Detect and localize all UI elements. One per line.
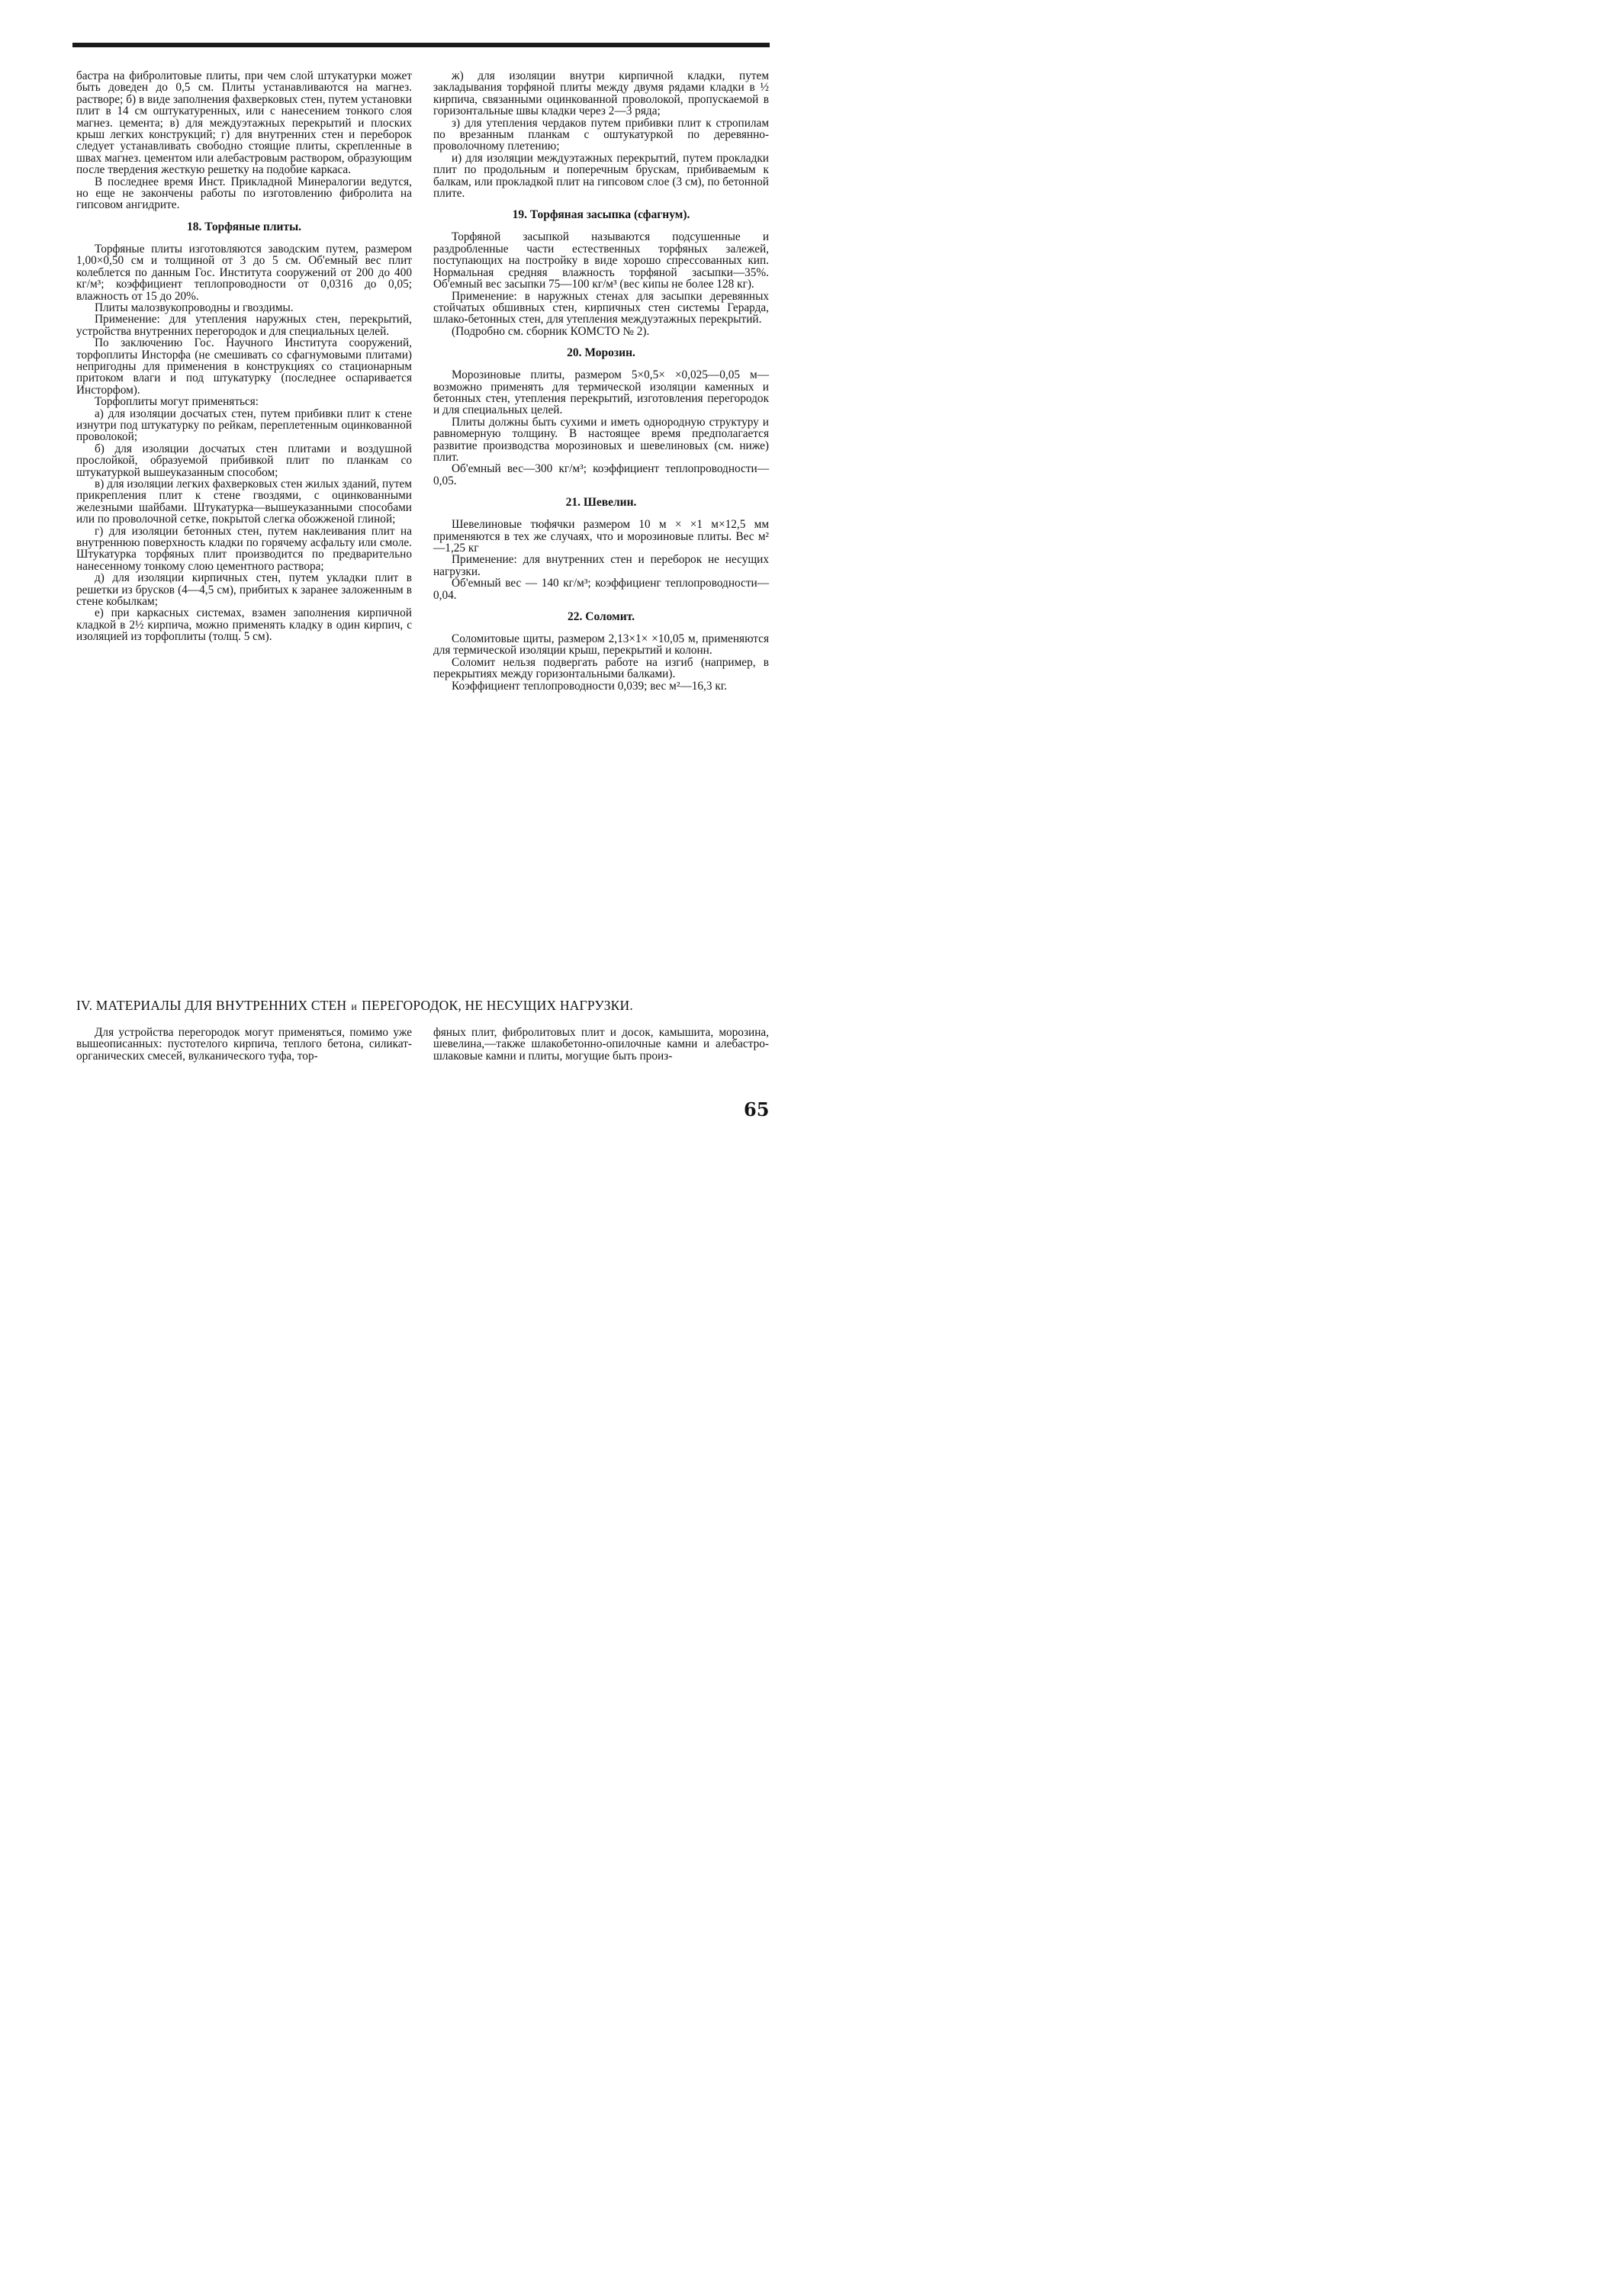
paragraph: Применение: в наружных стенах для засыпки деревянных стойчатых обшивных стен, кирпичных стен системы Герарда, шлако-бетонных стен, для утепления междуэтажных перекрытий. xyxy=(433,289,769,326)
paragraph: г) для изоляции бетонных стен, путем наклеивания плит на внутреннюю поверхность кладки по горячему асфальту или смоле. Штукатурка торфяных плит производится по предварительно нанесенному тонкому слою цементного раствора; xyxy=(76,524,412,573)
paragraph: б) для изоляции досчатых стен плитами и воздушной прослойкой, образуемой прибивкой плит по планкам со штукатуркой вышеуказанным способом; xyxy=(76,442,412,479)
paragraph: По заключению Гос. Научного Института сооружений, торфоплиты Инсторфа (не смешивать со сфагнумовыми плитами) непригодны для применения в конструкциях со стационарным притоком влаги и под штукатурку (последнее оспаривается Инсторфом). xyxy=(76,336,412,397)
paragraph: Для устройства перегородок могут применяться, помимо уже вышеописанных: пустотелого кирпича, теплого бетона, силикат-органических смесей, вулканического туфа, тор- xyxy=(76,1026,412,1063)
section-subheading: 22. Соломит. xyxy=(568,610,635,624)
bottom-left-paragraph xyxy=(76,1027,412,1062)
paragraph: Применение: для утепления наружных стен, перекрытий, устройства внутренних перегородок и для специальных целей. xyxy=(76,313,412,338)
paragraph: Торфяной засыпкой называются подсушенные и раздробленные части естественных торфяных залежей, поступающих на постройку в виде хорошо спрессованных кип. Нормальная средняя влажность торфяной засыпки—35%. Об'емный вес засыпки 75—100 кг/м³ (вес кипы не более 128 кг). xyxy=(433,230,769,291)
paragraph: (Подробно см. сборник КОМСТО № 2). xyxy=(452,324,650,338)
paragraph: фяных плит, фибролитовых плит и досок, камышита, морозина, шевелина,—также шлакобетонно-опилочные камни и алебастро-шлаковые камни и плиты, могущие быть произ- xyxy=(433,1026,769,1063)
section-heading-part1: IV. МАТЕРИАЛЫ ДЛЯ ВНУТРЕННИХ СТЕН xyxy=(76,998,347,1013)
paragraph: бастра на фибролитовые плиты, при чем слой штукатурки может быть доведен до 0,5 см. Плиты устанавливаются на магнез. растворе; б) в виде заполнения фахверковых стен, путем установки плит в 14 см оштукатуренных, или с нанесением тонкого слоя магнез. цемента; в) для междуэтажных перекрытий и плоских крыш легких конструкций; г) для внутренних стен и переборок следует устанавливать свободно стоящие плиты, скрепленные в швах магнез. цементом или алебастровым раствором, образующим после твердения жесткую решетку на подобие каркаса. xyxy=(76,69,412,177)
paragraph: Об'емный вес — 140 кг/м³; коэффициенг теплопроводности—0,04. xyxy=(433,577,769,602)
paragraph: Соломит нельзя подвергать работе на изгиб (например, в перекрытиях между горизонтальными балками). xyxy=(433,655,769,681)
paragraph: д) для изоляции кирпичных стен, путем укладки плит в решетки из брусков (4—4,5 см), прибитых к заранее заложенным в стене кобылкам; xyxy=(76,571,412,609)
paragraph: в) для изоляции легких фахверковых стен жилых зданий, путем прикрепления плит к стене гвоздями, с оцинкованными железными шайбами. Штукатурка—вышеуказанными способами или по проволочной сетке, покрытой слегка обожженой глиной; xyxy=(76,478,412,526)
page-number: 65 xyxy=(744,1098,770,1121)
paragraph: Коэффициент теплопроводности 0,039; вес м²—16,3 кг. xyxy=(452,679,728,693)
book-page xyxy=(0,0,810,1144)
bottom-right-paragraph xyxy=(433,1027,769,1062)
paragraph: ж) для изоляции внутри кирпичной кладки, путем закладывания торфяной плиты между двумя рядами кладки в ½ кирпича, связанными оцинкованной проволокой, пропускаемой в горизонтальные швы кладки через 2—3 ряда; xyxy=(433,69,769,118)
section-subheading: 20. Морозин. xyxy=(567,346,635,360)
right-column xyxy=(433,70,769,692)
paragraph: В последнее время Инст. Прикладной Минералогии ведутся, но еще не закончены работы по изготовлению фибролита на гипсовом ангидрите. xyxy=(76,175,412,212)
paragraph: Плиты малозвукопроводны и гвоздимы. xyxy=(95,301,294,314)
left-column xyxy=(76,70,412,643)
section-subheading: 21. Шевелин. xyxy=(565,496,637,510)
paragraph: Плиты должны быть сухими и иметь однородную структуру и равномерную толщину. В настоящее время предполагается развитие производства морозиновых и шевелиновых (см. ниже) плит. xyxy=(433,415,769,464)
paragraph: и) для изоляции междуэтажных перекрытий, путем прокладки плит по продольным и поперечным брускам, прибиваемым к балкам, или прокладкой плит на гипсовом слое (3 см), по бетонной плите. xyxy=(433,151,769,201)
section-heading xyxy=(76,998,770,1015)
paragraph: Применение: для внутренних стен и переборок не несущих нагрузки. xyxy=(433,553,769,578)
paragraph: е) при каркасных системах, взамен заполнения кирпичной кладкой в 2½ кирпича, можно применять кладку в один кирпич, с изоляцией из торфоплиты (толщ. 5 см). xyxy=(76,606,412,644)
paragraph: Торфяные плиты изготовляются заводским путем, размером 1,00×0,50 см и толщиной от 3 до 5 см. Об'емный вес плит колеблется по данным Гос. Института сооружений от 200 до 400 кг/м³; коэффициент теплопроводности от 0,0316 до 0,05; влажность от 15 до 20%. xyxy=(76,242,412,303)
paragraph: Шевелиновые тюфячки размером 10 м × ×1 м×12,5 мм применяются в тех же случаях, что и морозиновые плиты. Вес м²—1,25 кг xyxy=(433,518,769,555)
paragraph: а) для изоляции досчатых стен, путем прибивки плит к стене изнутри под штукатурку по рейкам, переплетенным оцинкованной проволокой; xyxy=(76,407,412,444)
paragraph: Соломитовые щиты, размером 2,13×1× ×10,05 м, применяются для термической изоляции крыш, перекрытий и колонн. xyxy=(433,632,769,658)
section-heading-part2: ПЕРЕГОРОДОК, НЕ НЕСУЩИХ НАГРУЗКИ. xyxy=(362,998,633,1013)
top-rule xyxy=(72,43,770,47)
section-subheading: 18. Торфяные плиты. xyxy=(186,220,302,233)
section-heading-conjunction: и xyxy=(351,1002,358,1013)
paragraph: Торфоплиты могут применяться: xyxy=(95,395,259,409)
paragraph: Морозиновые плиты, размером 5×0,5× ×0,025—0,05 м—возможно применять для термической изоляции каменных и бетонных стен, утепления перекрытий, изготовления перегородок и для специальных целей. xyxy=(433,368,769,417)
paragraph: Об'емный вес—300 кг/м³; коэффициент теплопроводности—0,05. xyxy=(433,462,769,487)
section-subheading: 19. Торфяная засыпка (сфагнум). xyxy=(512,208,690,222)
paragraph: з) для утепления чердаков путем прибивки плит к стропилам по врезанным планкам с оштукатуркой по деревянно-проволочному плетению; xyxy=(433,116,769,153)
